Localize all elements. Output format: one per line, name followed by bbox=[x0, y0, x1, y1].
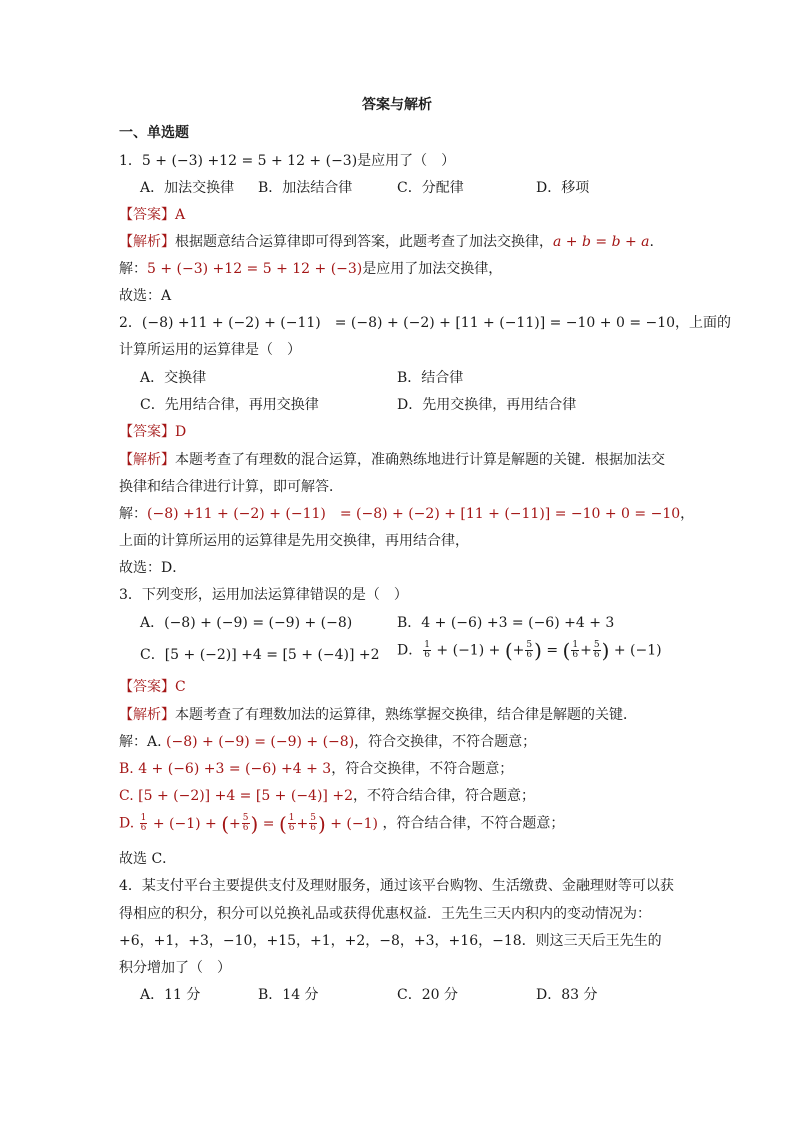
fraction-five-sixths: $\frac{5}{6}$ bbox=[593, 640, 600, 660]
q3-option-d: D． $\frac{1}{6}$ + (−1) + (+ $\frac{5}{6}$ ) = ( $\frac{1}{6}$ + $\frac{5}{6}$ ) + (−1) bbox=[397, 638, 662, 663]
fraction-one-sixth: $\frac{1}{6}$ bbox=[424, 640, 430, 660]
q2-option-c: C．先用结合律，再用交换律 bbox=[140, 397, 319, 413]
q3-solution-b: B. 4 + (−6) +3 = (−6) +4 + 3，符合交换律，不符合题意； bbox=[119, 761, 514, 777]
q3-option-c: C．[5 + (−2)] +4 = [5 + (−4)] +2 bbox=[140, 647, 380, 663]
q2-solution bbox=[119, 505, 694, 523]
q4-line2: 得相应的积分，积分可以兑换礼品或获得优惠权益．王先生三天内积内的变动情况为： bbox=[119, 906, 651, 922]
q3-solution-d: D. $\frac{1}{6}$ + (−1) + (+ $\frac{5}{6}$ ) = ( $\frac{1}{6}$ + $\frac{5}{6}$ ) + (−1) ，符合结合律，不符合题意； bbox=[119, 811, 565, 836]
q2-solution-line2: 上面的计算所运用的运算律是先用交换律，再用结合律， bbox=[119, 533, 469, 549]
fraction-one-sixth: $\frac{1}{6}$ bbox=[140, 813, 147, 833]
q1-solution-formula: 5 + (−3) +12 = 5 + 12 + (−3) bbox=[147, 261, 363, 277]
q1-solution-text: 是应用了加法交换律， bbox=[362, 261, 503, 277]
fraction-five-sixths: $\frac{5}{6}$ bbox=[526, 640, 533, 660]
q2-analysis-text: 本题考查了有理数的混合运算，准确熟练地进行计算是解题的关键．根据加法交 bbox=[175, 452, 665, 468]
fraction-one-sixth: $\frac{1}{6}$ bbox=[288, 813, 295, 833]
q2-final: 故选：D． bbox=[119, 560, 187, 576]
page-title: 答案与解析 bbox=[362, 97, 432, 113]
q2-solution-end: ， bbox=[680, 506, 695, 522]
q3-solution-c: C. [5 + (−2)] +4 = [5 + (−4)] +2，不符合结合律，符合题意； bbox=[119, 788, 535, 804]
q2-option-b: B．结合律 bbox=[397, 370, 464, 386]
q2-analysis-line2: 换律和结合律进行计算，即可解答． bbox=[119, 479, 343, 495]
q2-analysis-line1 bbox=[119, 451, 665, 469]
q2-option-d: D．先用交换律，再用结合律 bbox=[397, 397, 577, 413]
section-heading: 一、单选题 bbox=[119, 125, 189, 141]
q1-final: 故选：A bbox=[119, 288, 172, 304]
q2-solution-formula: (−8) +11 + (−2) + (−11) = (−8) + (−2) + [11 + (−11)] = −10 + 0 = −10 bbox=[147, 506, 681, 522]
q2-solution-prefix: 解： bbox=[119, 506, 147, 522]
q1-answer: 【答案】A bbox=[119, 207, 186, 223]
q3-analysis-label: 【解析】 bbox=[119, 707, 175, 723]
q1-option-c: C．分配律 bbox=[397, 180, 464, 196]
q2-stem-line2: 计算所运用的运算律是（ ） bbox=[119, 342, 301, 358]
q4-line1: 4．某支付平台主要提供支付及理财服务，通过该平台购物、生活缴费、金融理财等可以获 bbox=[119, 878, 674, 894]
q1-analysis bbox=[119, 233, 654, 251]
q1-option-a: A．加法交换律 bbox=[140, 180, 235, 196]
q4-line4: 积分增加了（ ） bbox=[119, 960, 231, 976]
q4-line3: +6，+1，+3，−10，+15，+1，+2，−8，+3，+16，−18．则这三天后王先生的 bbox=[119, 933, 662, 949]
q3-analysis bbox=[119, 706, 637, 724]
q3-solution-a: 解：A. (−8) + (−9) = (−9) + (−8)，符合交换律，不符合题意； bbox=[119, 734, 537, 750]
q4-option-b: B．14 分 bbox=[258, 987, 319, 1003]
q2-stem-line1: 2．(−8) +11 + (−2) + (−11) = (−8) + (−2) + [11 + (−11)] = −10 + 0 = −10，上面的 bbox=[119, 315, 732, 331]
q1-option-d: D．移项 bbox=[536, 180, 590, 196]
fraction-five-sixths: $\frac{5}{6}$ bbox=[310, 813, 316, 833]
q1-analysis-text: 根据题意结合运算律即可得到答案，此题考查了加法交换律， bbox=[175, 234, 553, 250]
q1-solution bbox=[119, 260, 502, 278]
q2-answer: 【答案】D bbox=[119, 424, 187, 440]
q1-stem: 1．5 + (−3) +12 = 5 + 12 + (−3)是应用了（ ） bbox=[119, 153, 456, 169]
q3-analysis-text: 本题考查了有理数加法的运算律，熟练掌握交换律，结合律是解题的关键． bbox=[175, 707, 637, 723]
q1-solution-prefix: 解： bbox=[119, 261, 147, 277]
q3-final: 故选 C． bbox=[119, 851, 177, 867]
q4-option-c: C．20 分 bbox=[397, 987, 458, 1003]
q3-stem: 3．下列变形，运用加法运算律错误的是（ ） bbox=[119, 587, 408, 603]
q4-option-a: A．11 分 bbox=[140, 987, 201, 1003]
q1-analysis-end: . bbox=[649, 234, 654, 250]
q2-option-a: A．交换律 bbox=[140, 370, 207, 386]
q3-answer: 【答案】C bbox=[119, 679, 186, 695]
fraction-five-sixths: $\frac{5}{6}$ bbox=[242, 813, 249, 833]
q1-analysis-label: 【解析】 bbox=[119, 234, 175, 250]
q2-analysis-label: 【解析】 bbox=[119, 452, 175, 468]
q3-solution-d-formula: $\frac{1}{6}$ + (−1) + (+ $\frac{5}{6}$ ) = ( $\frac{1}{6}$ + $\frac{5}{6}$ ) + (−1) bbox=[140, 811, 378, 836]
q3-option-a: A．(−8) + (−9) = (−9) + (−8) bbox=[140, 615, 353, 631]
q1-option-b: B．加法结合律 bbox=[258, 180, 353, 196]
q1-analysis-formula: a + b = b + a bbox=[553, 234, 650, 250]
q3-option-b: B．4 + (−6) +3 = (−6) +4 + 3 bbox=[397, 615, 615, 631]
q4-option-d: D．83 分 bbox=[536, 987, 598, 1003]
q3-option-d-label: D． bbox=[397, 642, 423, 659]
fraction-one-sixth: $\frac{1}{6}$ bbox=[572, 640, 579, 660]
